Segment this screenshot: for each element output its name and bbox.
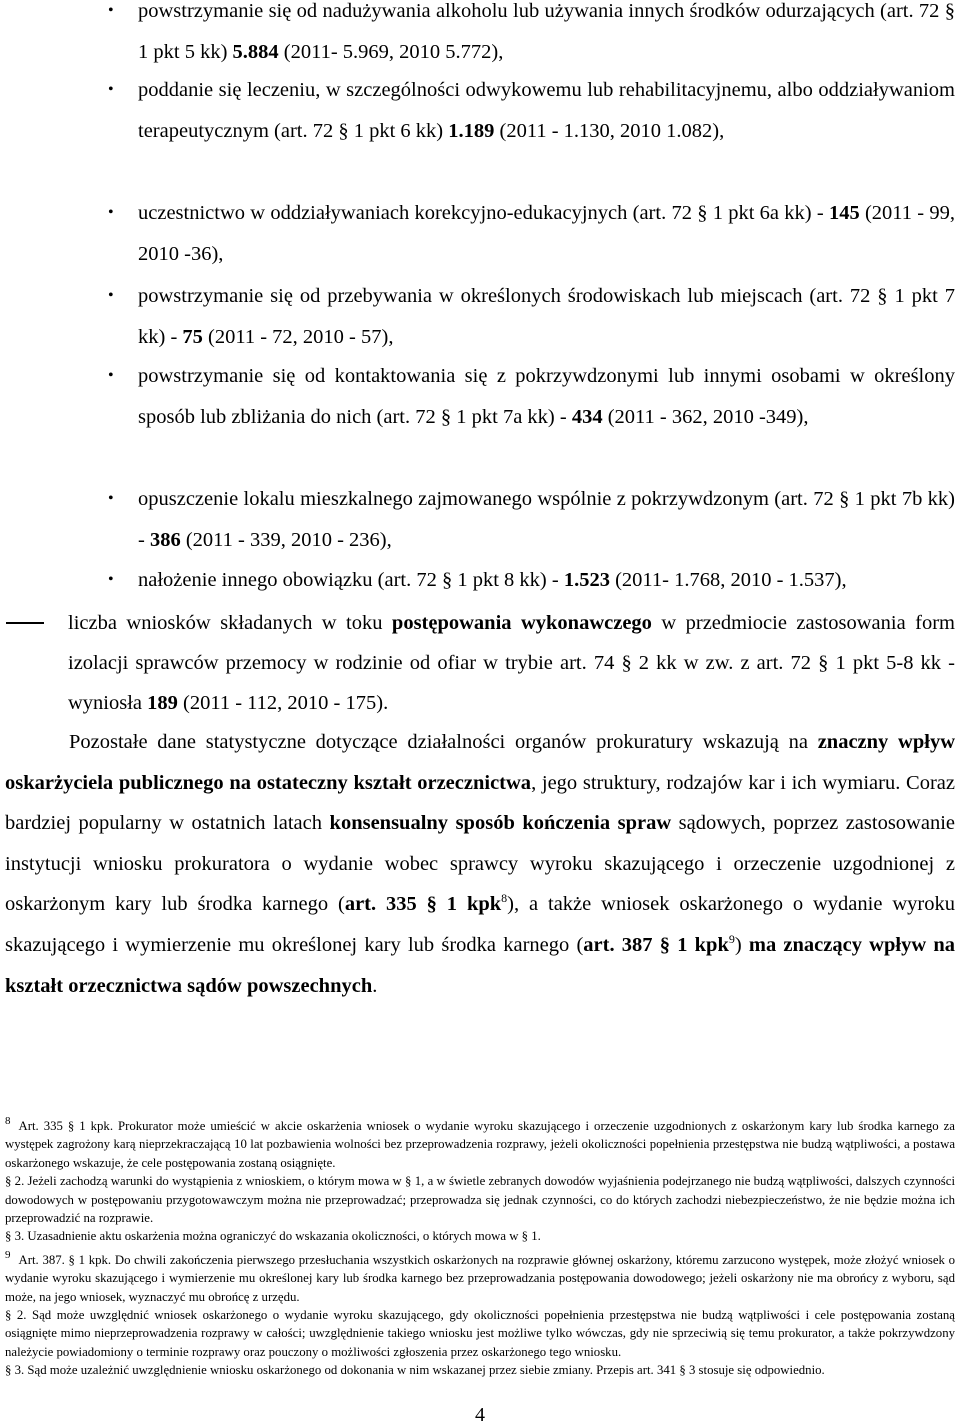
list-item: • poddanie się leczeniu, w szczególności odwykowemu lub rehabilitacyjnemu, albo oddziaływaniom terapeutycznym (art. 72 § 1 pkt 6 kk) 1.189 (2011 - 1.130, 2010 1.082), (138, 70, 955, 151)
list-item: • powstrzymanie się od nadużywania alkoholu lub używania innych środków odurzających (art. 72 § 1 pkt 5 kk) 5.884 (2011- 5.969, 2010 5.772), (138, 0, 955, 72)
list-item: • powstrzymanie się od przebywania w określonych środowiskach lub miejscach (art. 72 § 1 pkt 7 kk) - 75 (2011 - 72, 2010 - 57), (138, 276, 955, 357)
list-item: • nałożenie innego obowiązku (art. 72 § 1 pkt 8 kk) - 1.523 (2011- 1.768, 2010 - 1.537), (138, 560, 955, 601)
footnote-9-paragraph-2: § 2. Sąd może uwzględnić wniosek oskarżonego o wydanie wyroku skazującego, gdy okoliczności popełnienia przestępstwa nie budzą wątpliwości i cele postępowania zostaną osiągnięte mimo nieprzeprowadzenia rozprawy w całości; uwzględnienie takiego wniosku jest możliwe tylko wówczas, gdy nie sprzeciwią się temu prokurator, a także pokrzywdzony należycie powiadomiony o terminie rozprawy oraz pouczony o możliwości zgłoszenia przez oskarżonego tego wniosku. (5, 1308, 955, 1359)
footnote-8-paragraph-3: § 3. Uzasadnienie aktu oskarżenia można ograniczyć do wskazania okoliczności, o których mowa w § 1. (5, 1229, 541, 1244)
footnote-9-paragraph-3: § 3. Sąd może uzależnić uwzględnienie wniosku oskarżonego od dokonania w nim wskazanej przez siebie zmiany. Przepis art. 341 § 3 stosuje się odpowiednio. (5, 1363, 825, 1378)
list-item: • powstrzymanie się od kontaktowania się z pokrzywdzonymi lub innymi osobami w określony sposób lub zbliżania do nich (art. 72 § 1 pkt 7a kk) - 434 (2011 - 362, 2010 -349), (138, 356, 955, 437)
list-item: • opuszczenie lokalu mieszkalnego zajmowanego wspólnie z pokrzywdzonym (art. 72 § 1 pkt 7b kk) - 386 (2011 - 339, 2010 - 236), (138, 479, 955, 560)
footnote-ref-9[interactable]: 9 (728, 932, 735, 947)
footnote-ref-8[interactable]: 8 (501, 891, 508, 906)
footnote-8: 8 Art. 335 § 1 kpk. Prokurator może umieścić w akcie oskarżenia wniosek o wydanie wyroku skazującego i orzeczenie uzgodnionych z oskarżonym kary lub środka karnego za występek zagrożony karą nieprzekraczającą 10 lat pozbawienia wolności bez przeprowadzenia rozprawy, jeżeli okoliczności popełnienia przestępstwa nie budzą wątpliwości, a postawa oskarżonego wskazuje, że cele postępowania zostaną osiągnięte. (5, 1115, 955, 1170)
footnote-8-paragraph-2: § 2. Jeżeli zachodzą warunki do wystąpienia z wnioskiem, o którym mowa w § 1, a w świetle zebranych dowodów wyjaśnienia podejrzanego nie budzą wątpliwości, dalszych czynności dowodowych w postępowaniu przygotowawczym można nie przeprowadzać; przeprowadza się jednak czynności, co do których zachodzi niebezpieczeństwo, że nie będzie można ich przeprowadzić na rozprawie. (5, 1174, 955, 1226)
list-item: • uczestnictwo w oddziaływaniach korekcyjno-edukacyjnych (art. 72 § 1 pkt 6a kk) - 145 (2011 - 99, 2010 -36), (138, 193, 955, 274)
body-paragraph: Pozostałe dane statystyczne dotyczące działalności organów prokuratury wskazują na znaczny wpływ oskarżyciela publicznego na ostateczny kształt orzecznictwa, jego struktury, rodzajów kar i ich wymiaru. Coraz bardziej popularny w ostatnich latach konsensualny sposób kończenia spraw sądowych, poprzez zastosowanie instytucji wniosku prokuratora o wydanie wobec sprawcy wyroku skazującego i orzeczenie uzgodnionej z oskarżonym kary lub środka karnego (art. 335 § 1 kpk$^8$), a także wniosek oskarżonego o wydanie wyroku skazującego i wymierzenie mu określonej kary lub środka karnego (art. 387 § 1 kpk$^9$) ma znaczący wpływ na kształt orzecznictwa sądów powszechnych. (5, 731, 956, 997)
page-number: 4 (475, 1404, 485, 1426)
dash-list-item: liczba wniosków składanych w toku postępowania wykonawczego w przedmiocie zastosowania form izolacji sprawców przemocy w rodzinie od ofiar w trybie art. 74 § 2 kk w zw. z art. 72 § 1 pkt 5-8 kk - wyniosła 189 (2011 - 112, 2010 - 175). (68, 603, 955, 723)
footnote-9: 9 Art. 387. § 1 kpk. Do chwili zakończenia pierwszego przesłuchania wszystkich oskarżonych na rozprawie głównej oskarżony, któremu zarzucono występek, może złożyć wniosek o wydanie wyroku skazującego i wymierzenie mu określonej kary lub środka karnego bez przeprowadzania postępowania dowodowego; jeżeli oskarżony nie ma obrońcy z wyboru, sąd może, na jego wniosek, wyznaczyć mu obrońcę z urzędu. (5, 1248, 955, 1304)
footnotes (5, 1112, 955, 1380)
